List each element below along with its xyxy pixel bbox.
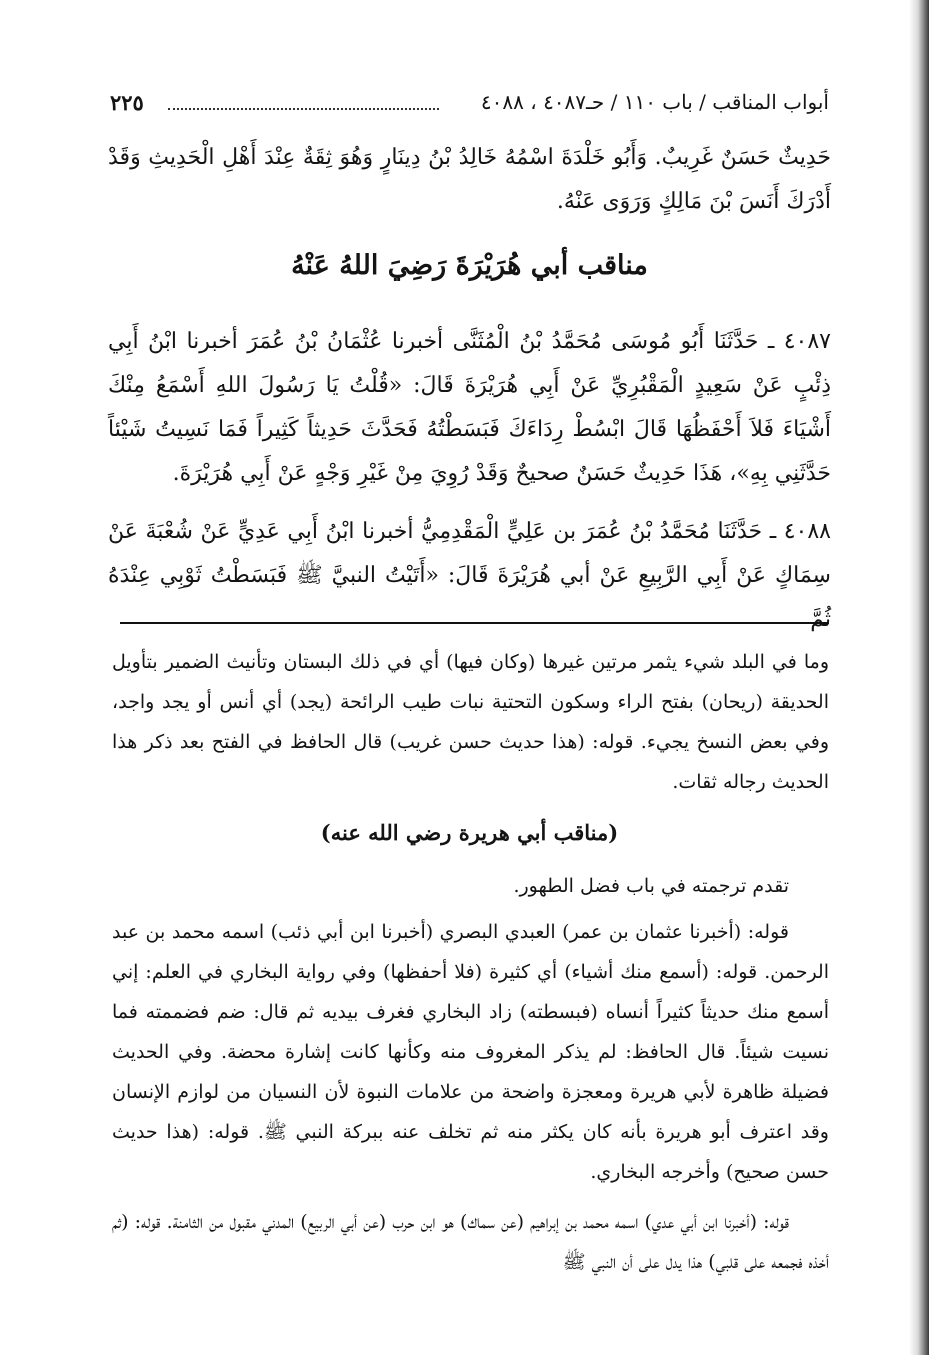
hadith-4087: ٤٠٨٧ ـ حَدَّثَنَا أَبُو مُوسَى مُحَمَّدُ بْنُ الْمُثَنَّى أخبرنا عُثْمَانُ بْنُ عُمَرَ أخبرنا ابْنُ أَبِي ذِئْبٍ عَنْ سَعِيدٍ الْمَقْبُرِيِّ عَنْ أَبِي هُرَيْرَةَ قَالَ: «قُلْتُ يَا رَسُولَ اللهِ أَسْمَعُ مِنْكَ أَشْيَاءَ فَلاَ أَحْفَظُهَا قَالَ ابْسُطْ رِدَاءَكَ فَبَسَطْتُهُ فَحَدَّثَ حَدِيثاً كَثِيراً فَمَا نَسِيتُ شَيْئاً حَدَّثَنِي بِهِ»، هَذَا حَدِيثٌ حَسَنٌ صحيحٌ وَقَدْ رُوِيَ مِنْ غَيْرِ وَجْهٍ عَنْ أَبِي هُرَيْرَةَ. (108, 329, 832, 486)
header-dotted-leader (168, 94, 439, 110)
hadith-4088: ٤٠٨٨ ـ حَدَّثَنَا مُحَمَّدُ بْنُ عُمَرَ بن عَلِيٍّ الْمَقْدِمِيُّ أخبرنا ابْنُ أَبِي عَدِيٍّ عَنْ شُعْبَةَ عَنْ سِمَاكٍ عَنْ أَبِي الرَّبِيعِ عَنْ أبي هُرَيْرَةَ قَالَ: «أَتَيْتُ النبيَّ ﷺ فَبَسَطْتُ ثَوْبِي عِنْدَهُ ثُمَّ (108, 519, 831, 632)
footnote-separator (120, 622, 829, 624)
page-header (110, 86, 829, 120)
commentary-paragraph: قوله: (أخبرنا عثمان بن عمر) العبدي البصري (أخبرنا ابن أبي ذئب) اسمه محمد بن عبد الرحمن. قوله: (أسمع منك أشياء) أي كثيرة (فلا أحفظها) وفي رواية البخاري في العلم: إني أسمع منك حديثاً كثيراً أنساه (فبسطته) زاد البخاري فغرف بيديه ثم قال: ضم فضممته فما نسيت شيئاً. قال الحافظ: لم يذكر المغروف منه وكأنها كانت إشارة محضة. وفي الحديث فضيلة ظاهرة لأبي هريرة ومعجزة واضحة من علامات النبوة لأن النسيان من لوازم الإنسان وقد اعترف أبو هريرة بأنه كان يكثر منه ثم تخلف عنه ببركة النبي ﷺ. قوله: (هذا حديث حسن صحيح) وأخرجه البخاري. (112, 921, 829, 1183)
page-number: ٢٢٥ (110, 90, 144, 115)
scan-shadow-edge (909, 0, 929, 1355)
commentary-paragraph: قوله: (أخبرنا ابن أبي عدي) اسمه محمد بن إبراهيم (عن سماك) هو ابن حرب (عن أبي الربيع) المدني مقبول من الثامنة. قوله: (ثم أخذه فجمعه على قلبي) هذا يدل على أن النبي ﷺ (112, 1211, 829, 1273)
commentary-block-2 (112, 866, 829, 1282)
commentary-paragraph: وما في البلد شيء يثمر مرتين غيرها (وكان فيها) أي في ذلك البستان وتأنيث الضمير بتأويل الحديقة (ريحان) بفتح الراء وسكون التحتية نبات طيب الرائحة (يجد) أي أنس أو يجد واجد، وفي بعض النسخ يجيء. قوله: (هذا حديث حسن غريب) قال الحافظ في الفتح بعد ذكر هذا الحديث رجاله ثقات. (112, 651, 829, 793)
section-title: مناقب أبي هُرَيْرَةَ رَضِيَ اللهُ عَنْهُ (291, 250, 648, 281)
commentary-block-1 (112, 642, 829, 802)
commentary-paragraph: تقدم ترجمته في باب فضل الطهور. (513, 875, 789, 897)
commentary-section-title: (مناقب أبي هريرة رضي الله عنه) (320, 820, 619, 845)
matn-continuation: حَدِيثٌ حَسَنٌ غَرِيبٌ. وَأَبُو خَلْدَةَ اسْمُهُ خَالِدُ بْنُ دِينَارٍ وَهُوَ ثِقَةٌ عِنْدَ أَهْلِ الْحَدِيثِ وَقَدْ أَدْرَكَ أَنَسَ بْنَ مَالِكٍ وَرَوَى عَنْهُ. (108, 145, 831, 214)
running-head: أبواب المناقب / باب ١١٠ / حـ٤٠٨٧ ، ٤٠٨٨ (480, 90, 829, 114)
